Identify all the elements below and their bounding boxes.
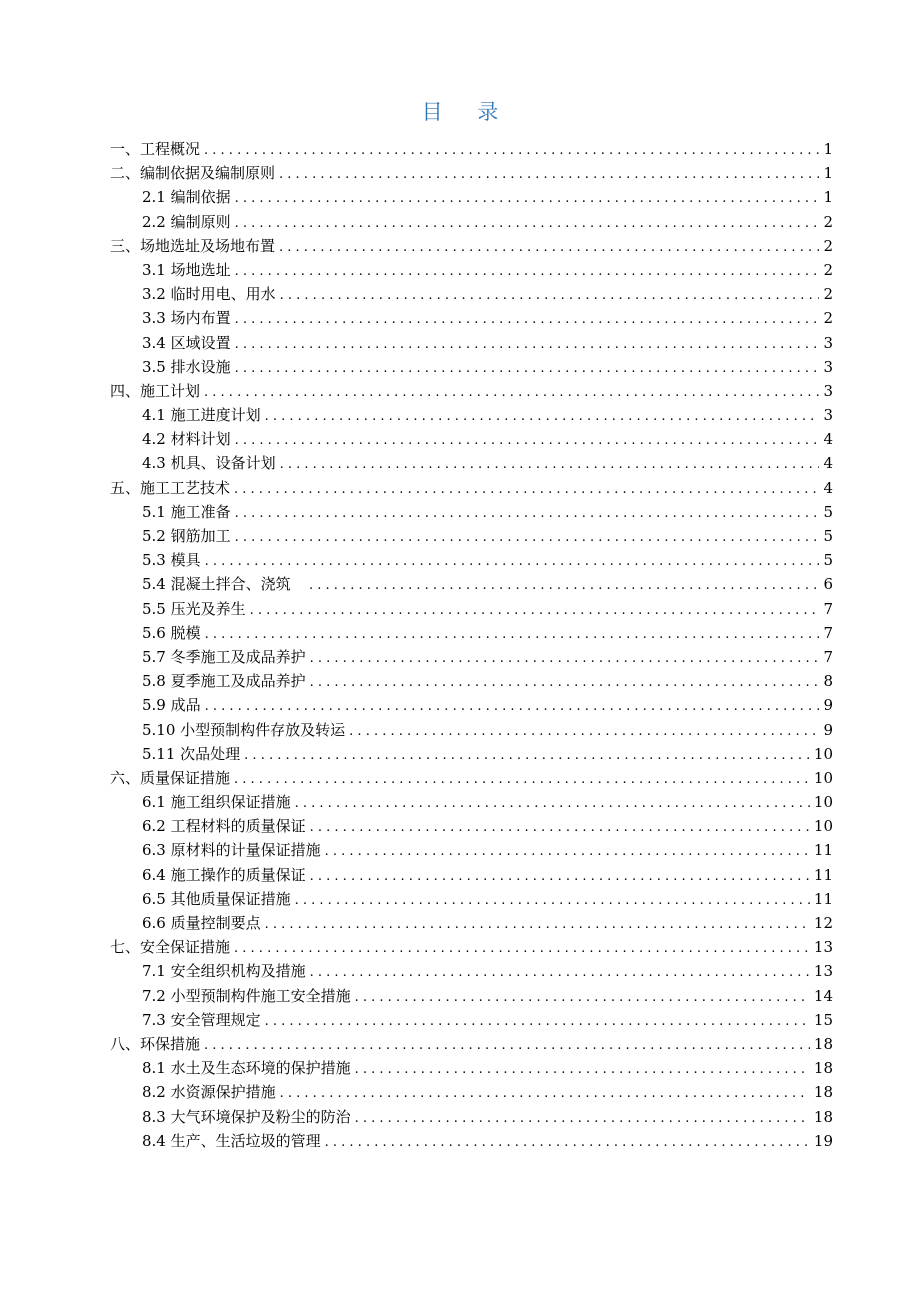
toc-entry[interactable] [110,790,833,814]
toc-entry-page-number: 11 [813,865,833,884]
toc-entry-page-number: 2 [823,212,833,231]
toc-entry-page-number: 5 [823,527,833,545]
toc-dot-leader [235,357,820,381]
toc-dot-leader [295,792,810,816]
toc-entry-page-number: 10 [813,817,833,836]
toc-entry-label: 5.1 施工准备 [142,502,231,521]
toc-entry-page-number: 13 [813,938,833,957]
toc-entry[interactable] [110,137,833,161]
toc-dot-leader [235,260,820,284]
toc-entry-page-number: 11 [813,889,833,908]
toc-dot-leader [234,478,819,502]
toc-dot-leader [265,405,820,429]
toc-entry-page-number: 19 [813,1131,833,1150]
toc-entry-label: 5.3 模具 [142,551,201,570]
toc-entry-page-number: 2 [823,260,833,279]
toc-entry-label: 七、安全保证措施 [110,938,231,957]
toc-entry[interactable] [110,161,833,185]
toc-entry-label: 8.1 水土及生态环境的保护措施 [142,1059,351,1078]
toc-dot-leader [310,961,810,985]
toc-dot-leader [310,647,820,671]
toc-dot-leader [235,308,820,332]
toc-entry-label: 5.2 钢筋加工 [142,527,231,545]
toc-entry-label: 5.4 混凝土拌合、浇筑 [142,575,305,594]
toc-entry-page-number: 3 [823,357,833,376]
toc-dot-leader [204,381,819,405]
toc-dot-leader [235,429,820,453]
toc-dot-leader [205,550,820,574]
toc-entry[interactable] [110,959,833,983]
toc-entry-page-number: 9 [823,696,833,715]
toc-entry-label: 7.1 安全组织机构及措施 [142,962,306,981]
toc-entry[interactable] [110,476,833,500]
toc-entry-label: 6.5 其他质量保证措施 [142,889,291,908]
toc-entry[interactable] [110,1056,833,1080]
toc-entry-label: 3.2 临时用电、用水 [142,285,276,304]
toc-entry[interactable] [110,984,833,1008]
toc-entry-page-number: 3 [823,381,833,400]
toc-entry-page-number: 18 [813,1059,833,1078]
toc-dot-leader [355,1107,810,1131]
toc-entry-page-number: 7 [823,599,833,618]
toc-entry-page-number: 14 [813,986,833,1005]
toc-dot-leader [295,889,810,913]
toc-entry-page-number: 18 [813,1107,833,1126]
toc-dot-leader [204,1034,810,1058]
toc-entry-page-number: 4 [823,478,833,497]
toc-entry[interactable] [110,621,833,645]
toc-entry-label: 五、施工工艺技术 [110,478,231,497]
toc-dot-leader [355,986,810,1010]
toc-entry-label: 7.3 安全管理规定 [142,1010,261,1029]
toc-dot-leader [234,937,810,961]
toc-entry[interactable] [110,742,833,766]
toc-entry[interactable] [110,863,833,887]
toc-entry[interactable] [110,1008,833,1032]
toc-entry-label: 8.2 水资源保护措施 [142,1083,276,1102]
toc-entry-page-number: 15 [813,1010,833,1029]
toc-entry-label: 四、施工计划 [110,381,201,400]
toc-entry-label: 三、场地选址及场地布置 [110,236,276,255]
toc-dot-leader [235,333,820,357]
toc-entry-label: 六、质量保证措施 [110,768,231,787]
toc-dot-leader [279,163,819,187]
toc-entry-label: 6.2 工程材料的质量保证 [142,817,306,836]
toc-entry-label: 3.1 场地选址 [142,260,231,279]
toc-entry[interactable] [110,524,833,548]
toc-dot-leader [235,187,820,211]
toc-entry[interactable] [110,500,833,524]
toc-dot-leader [235,212,820,236]
toc-dot-leader [204,139,819,163]
toc-entry-label: 5.6 脱模 [142,623,201,642]
toc-entry-label: 5.8 夏季施工及成品养护 [142,672,306,691]
toc-dot-leader [279,236,819,260]
toc-entry[interactable] [110,911,833,935]
toc-dot-leader [280,284,820,308]
toc-entry[interactable] [110,887,833,911]
toc-entry-page-number: 5 [823,502,833,521]
toc-entry-label: 5.7 冬季施工及成品养护 [142,647,306,666]
toc-entry-page-number: 2 [823,309,833,328]
toc-entry-page-number: 3 [823,406,833,425]
toc-entry-label: 6.3 原材料的计量保证措施 [142,841,321,860]
toc-entry-label: 二、编制依据及编制原则 [110,164,276,183]
toc-entry-page-number: 10 [813,768,833,787]
toc-entry[interactable] [110,282,833,306]
toc-dot-leader [325,1131,810,1155]
toc-dot-leader [234,768,810,792]
toc-entry[interactable] [110,427,833,451]
toc-entry-page-number: 1 [823,188,833,207]
toc-entry[interactable] [110,645,833,669]
toc-entry-page-number: 18 [813,1034,833,1053]
toc-entry-label: 3.5 排水设施 [142,357,231,376]
toc-entry[interactable] [110,234,833,258]
toc-entry[interactable] [110,766,833,790]
toc-entry[interactable] [110,693,833,717]
toc-entry-label: 4.1 施工进度计划 [142,406,261,425]
toc-entry-page-number: 9 [823,720,833,739]
toc-dot-leader [250,599,820,623]
toc-entry-page-number: 10 [813,744,833,763]
toc-dot-leader [310,816,810,840]
toc-entry[interactable] [110,814,833,838]
toc-entry-page-number: 11 [813,841,833,860]
toc-entry-page-number: 2 [823,236,833,255]
toc-entry-label: 5.5 压光及养生 [142,599,246,618]
toc-entry[interactable] [110,548,833,572]
toc-entry-label: 3.3 场内布置 [142,309,231,328]
toc-entry-label: 7.2 小型预制构件施工安全措施 [142,986,351,1005]
toc-entry[interactable] [110,451,833,475]
toc-entry-label: 一、工程概况 [110,140,201,158]
toc-entry[interactable] [110,1105,833,1129]
toc-dot-leader [355,1058,810,1082]
toc-dot-leader [310,671,820,695]
toc-entry-label: 5.11 次品处理 [142,744,241,763]
toc-entry[interactable] [110,210,833,234]
toc-entry[interactable] [110,838,833,862]
toc-dot-leader [244,744,810,768]
toc-entry-page-number: 13 [813,962,833,981]
toc-entry-label: 八、环保措施 [110,1034,201,1053]
toc-entry[interactable] [110,669,833,693]
toc-entry-label: 5.9 成品 [142,696,201,715]
toc-entry-page-number: 7 [823,647,833,666]
toc-entry-label: 4.2 材料计划 [142,430,231,449]
toc-title: 目 录 [421,100,513,124]
toc-entry[interactable] [110,331,833,355]
toc-dot-leader [205,695,820,719]
toc-dot-leader [280,453,820,477]
toc-entry[interactable] [110,1080,833,1104]
toc-entry[interactable] [110,306,833,330]
toc-entry[interactable] [110,185,833,209]
table-of-contents [110,137,833,1153]
toc-dot-leader [235,526,820,550]
toc-entry[interactable] [110,1129,833,1153]
toc-entry[interactable] [110,572,833,596]
toc-dot-leader [349,720,819,744]
toc-entry-page-number: 1 [823,140,833,158]
toc-entry-page-number: 4 [823,430,833,449]
toc-entry-page-number: 3 [823,333,833,352]
toc-entry[interactable] [110,597,833,621]
toc-entry-page-number: 5 [823,551,833,570]
toc-entry[interactable] [110,1032,833,1056]
toc-entry-label: 6.6 质量控制要点 [142,914,261,932]
toc-entry-page-number: 18 [813,1083,833,1102]
toc-entry-page-number: 12 [813,914,833,932]
toc-entry-page-number: 10 [813,793,833,812]
toc-entry-label: 6.1 施工组织保证措施 [142,793,291,812]
toc-entry-page-number: 4 [823,454,833,473]
toc-dot-leader [309,574,820,598]
toc-entry-page-number: 6 [823,575,833,594]
toc-entry-label: 8.4 生产、生活垃圾的管理 [142,1131,321,1150]
toc-entry-label: 2.2 编制原则 [142,212,231,231]
toc-entry[interactable] [110,355,833,379]
toc-entry-page-number: 8 [823,672,833,691]
toc-dot-leader [310,865,810,889]
toc-entry-page-number: 1 [823,164,833,183]
toc-entry-label: 3.4 区域设置 [142,333,231,352]
toc-dot-leader [325,840,810,864]
toc-entry[interactable] [110,403,833,427]
toc-entry[interactable] [110,258,833,282]
toc-dot-leader [205,623,820,647]
toc-dot-leader [265,1010,810,1034]
toc-entry-page-number: 7 [823,623,833,642]
toc-entry-label: 2.1 编制依据 [142,188,231,207]
toc-entry-label: 8.3 大气环境保护及粉尘的防治 [142,1107,351,1126]
toc-entry[interactable] [110,379,833,403]
toc-dot-leader [265,913,810,937]
toc-entry-label: 6.4 施工操作的质量保证 [142,865,306,884]
toc-entry[interactable] [110,935,833,959]
toc-entry-label: 4.3 机具、设备计划 [142,454,276,473]
toc-entry[interactable] [110,718,833,742]
toc-dot-leader [280,1082,810,1106]
toc-dot-leader [235,502,820,526]
toc-entry-label: 5.10 小型预制构件存放及转运 [142,720,346,739]
toc-entry-page-number: 2 [823,285,833,304]
